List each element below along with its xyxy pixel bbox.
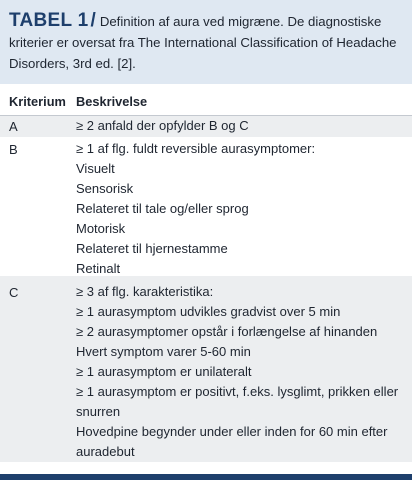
table-bottom-rule <box>0 474 412 480</box>
column-header-description: Beskrivelse <box>76 94 148 109</box>
description-line: Sensorisk <box>76 181 134 196</box>
description-line: ≥ 2 anfald der opfylder B og C <box>76 118 249 133</box>
description-line: ≥ 2 aurasymptomer opstår i forlængelse af hinanden <box>76 324 378 339</box>
description-cell <box>76 116 406 136</box>
table-row-b <box>0 137 412 276</box>
criterion-cell: B <box>9 142 18 157</box>
description-line: Relateret til hjernestamme <box>76 241 228 256</box>
description-line: ≥ 1 aurasymptom er unilateralt <box>76 364 252 379</box>
table-row-a <box>0 116 412 137</box>
description-line: Visuelt <box>76 161 115 176</box>
criterion-cell: A <box>9 119 18 134</box>
description-line: auradebut <box>76 444 135 459</box>
criterion-cell: C <box>9 285 19 300</box>
caption-text: Definition af aura ved migræne. De diagnostiske kriterier er oversat fra The International Classification of Headache Disorders, 3rd ed. [2]. <box>9 14 397 72</box>
table-row-c <box>0 276 412 462</box>
column-header-criterion: Kriterium <box>9 94 66 109</box>
description-cell <box>76 282 406 462</box>
table-number: TABEL 1 <box>9 10 89 31</box>
description-line: ≥ 1 aurasymptom er positivt, f.eks. lysglimt, prikken eller <box>76 384 399 399</box>
table-caption <box>9 10 409 75</box>
description-line: Motorisk <box>76 221 126 236</box>
description-line: ≥ 1 aurasymptom udvikles gradvist over 5 min <box>76 304 341 319</box>
description-line: snurren <box>76 404 121 419</box>
description-cell <box>76 139 406 279</box>
table-caption-area <box>0 0 412 84</box>
description-line: ≥ 3 af flg. karakteristika: <box>76 284 214 299</box>
description-line: Hovedpine begynder under eller inden for 60 min efter <box>76 424 388 439</box>
description-line: Hvert symptom varer 5-60 min <box>76 344 251 359</box>
description-line: ≥ 1 af flg. fuldt reversible aurasymptomer: <box>76 141 316 156</box>
caption-slash: / <box>90 10 96 31</box>
description-line: Relateret til tale og/eller sprog <box>76 201 249 216</box>
description-line: Retinalt <box>76 261 121 276</box>
